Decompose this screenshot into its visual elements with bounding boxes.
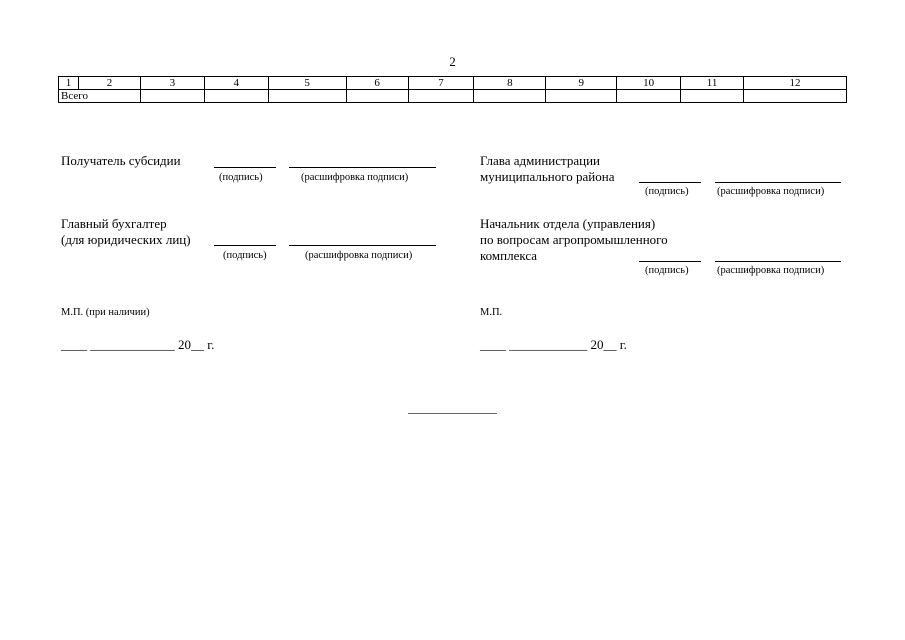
column-header: 6 [346,77,408,90]
date-field: ____ ____________ 20__ г. [480,337,627,352]
signature-line [639,261,701,262]
table-cell [617,90,681,103]
table-cell [474,90,546,103]
total-label: Всего [59,90,141,103]
table-cell [204,90,268,103]
column-header: 2 [78,77,140,90]
signature-caption: (подпись) [223,250,267,261]
signature-line [639,182,701,183]
page-number: 2 [449,54,456,69]
signature-line [214,245,276,246]
decoding-caption: (расшифровка подписи) [301,172,409,183]
table-cell [140,90,204,103]
table-cell [268,90,346,103]
table-cell [681,90,744,103]
table-cell [346,90,408,103]
decoding-line [289,167,436,168]
date-field: ____ _____________ 20__ г. [61,337,215,352]
column-header: 5 [268,77,346,90]
table-cell [546,90,617,103]
accountant-label: Главный бухгалтер [61,216,167,231]
separator-line [408,413,497,414]
table-cell [408,90,474,103]
decoding-line [715,261,841,262]
column-header: 1 [59,77,79,90]
table-cell [744,90,847,103]
column-header: 9 [546,77,617,90]
dept-label: Начальник отдела (управления) [480,216,656,231]
dept-sublabel-2: комплекса [480,248,538,263]
column-header: 11 [681,77,744,90]
decoding-caption: (расшифровка подписи) [717,186,825,197]
decoding-caption: (расшифровка подписи) [717,265,825,276]
stamp-label: М.П. (при наличии) [61,307,150,318]
table-total-row [59,90,847,103]
summary-table [58,76,847,103]
column-header: 3 [140,77,204,90]
column-header: 10 [617,77,681,90]
decoding-caption: (расшифровка подписи) [305,250,413,261]
signature-caption: (подпись) [219,172,263,183]
head-sublabel: муниципального района [480,169,615,184]
table-header-row [59,77,847,90]
signature-caption: (подпись) [645,186,689,197]
stamp-label: М.П. [480,307,503,318]
dept-sublabel: по вопросам агропромышленного [480,232,668,247]
signature-line [214,167,276,168]
column-header: 8 [474,77,546,90]
column-header: 4 [204,77,268,90]
decoding-line [715,182,841,183]
column-header: 12 [744,77,847,90]
column-header: 7 [408,77,474,90]
signature-caption: (подпись) [645,265,689,276]
decoding-line [289,245,436,246]
head-label: Глава администрации [480,153,601,168]
recipient-label: Получатель субсидии [61,153,181,168]
accountant-sublabel: (для юридических лиц) [61,232,191,247]
